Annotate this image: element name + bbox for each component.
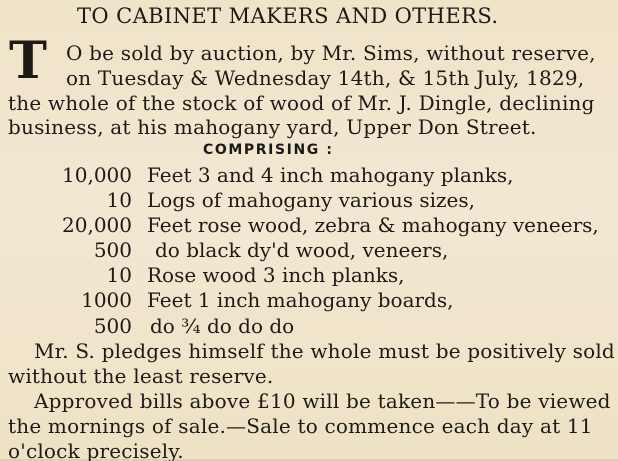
intro-line-3: the whole of the stock of wood of Mr. J. Dingle, declining bbox=[8, 91, 595, 115]
item-quantity-3: 20,000 bbox=[62, 213, 132, 237]
closing-line-3: Approved bills above £10 will be taken——To be viewed bbox=[34, 389, 611, 413]
item-description-4: do black dy'd wood, veneers, bbox=[155, 238, 449, 262]
item-description-1: Feet 3 and 4 inch mahogany planks, bbox=[147, 163, 514, 187]
intro-line-2: on Tuesday & Wednesday 14th, & 15th July, 1829, bbox=[66, 66, 585, 90]
closing-line-2: without the least reserve. bbox=[8, 364, 274, 388]
item-quantity-4: 500 bbox=[93, 238, 132, 262]
closing-line-4: the mornings of sale.—Sale to commence each day at 11 bbox=[8, 414, 593, 438]
intro-line-1: O be sold by auction, by Mr. Sims, without reserve, bbox=[66, 41, 596, 65]
item-description-6: Feet 1 inch mahogany boards, bbox=[147, 288, 454, 312]
drop-cap: T bbox=[9, 31, 47, 91]
intro-line-4: business, at his mahogany yard, Upper Don Street. bbox=[8, 115, 537, 139]
item-quantity-1: 10,000 bbox=[62, 163, 132, 187]
closing-line-5: o'clock precisely. bbox=[8, 439, 184, 461]
item-quantity-7: 500 bbox=[93, 314, 132, 338]
item-description-3: Feet rose wood, zebra & mahogany veneers, bbox=[147, 213, 599, 237]
item-quantity-6: 1000 bbox=[81, 288, 132, 312]
item-quantity-5: 10 bbox=[106, 263, 132, 287]
closing-line-1: Mr. S. pledges himself the whole must be positively sold bbox=[34, 339, 615, 363]
advertisement-title: TO CABINET MAKERS AND OTHERS. bbox=[77, 4, 499, 28]
comprising-heading: COMPRISING : bbox=[203, 142, 334, 158]
item-quantity-2: 10 bbox=[106, 188, 132, 212]
item-description-5: Rose wood 3 inch planks, bbox=[147, 263, 405, 287]
item-description-2: Logs of mahogany various sizes, bbox=[147, 188, 475, 212]
item-description-7: do ¾ do do do bbox=[150, 314, 295, 338]
